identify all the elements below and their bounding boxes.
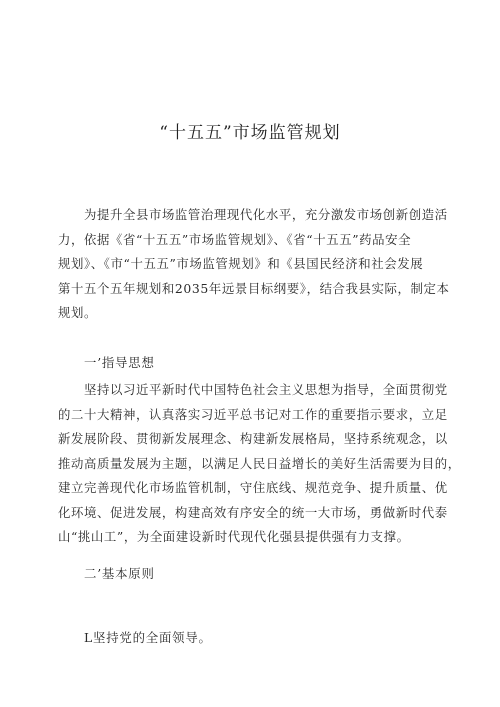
guiding-ideology-paragraph [58, 378, 461, 550]
principle-item: L坚持党的全面领导。 [84, 630, 212, 645]
intro-line: 力，依据《省“十五五”市场监管规划》、《省“十五五”药品安全 [58, 231, 412, 247]
paragraph-line: 建立完善现代化市场监管机制，守住底线、规范竞争、提升质量、优 [58, 480, 448, 495]
intro-line: 为提升全县市场监管治理现代化水平，充分激发市场创新创造活 [84, 207, 448, 222]
document-title: “十五五”市场监管规划 [159, 123, 341, 143]
section-heading-guiding-ideology: 一’指导思想 [84, 355, 155, 370]
paragraph-line: 坚持以习近平新时代中国特色社会主义思想为指导，全面贯彻党 [84, 382, 448, 397]
paragraph-line: 山“挑山工”，为全面建设新时代现代化强县提供强有力支撑。 [58, 529, 410, 544]
intro-line: 规划。 [58, 305, 97, 320]
paragraph-line: 的二十大精神，认真落实习近平总书记对工作的重要指示要求，立足 [58, 406, 448, 422]
paragraph-line: 化环境、促进发展，构建高效有序安全的统一大市场，勇做新时代泰 [58, 504, 448, 520]
intro-paragraph [58, 203, 450, 326]
paragraph-line: 推动高质量发展为主题，以满足人民日益增长的美好生活需要为目的， [58, 455, 461, 471]
section-heading-basic-principles: 二’基本原则 [84, 566, 155, 581]
intro-line: 规划》、《市“十五五”市场监管规划》和《县国民经济和社会发展 [58, 256, 424, 271]
intro-line: 第十五个五年规划和2035年远景目标纲要》，结合我县实际，制定本 [58, 280, 450, 296]
paragraph-line: 新发展阶段、贯彻新发展理念、构建新发展格局，坚持系统观念，以 [58, 431, 448, 446]
